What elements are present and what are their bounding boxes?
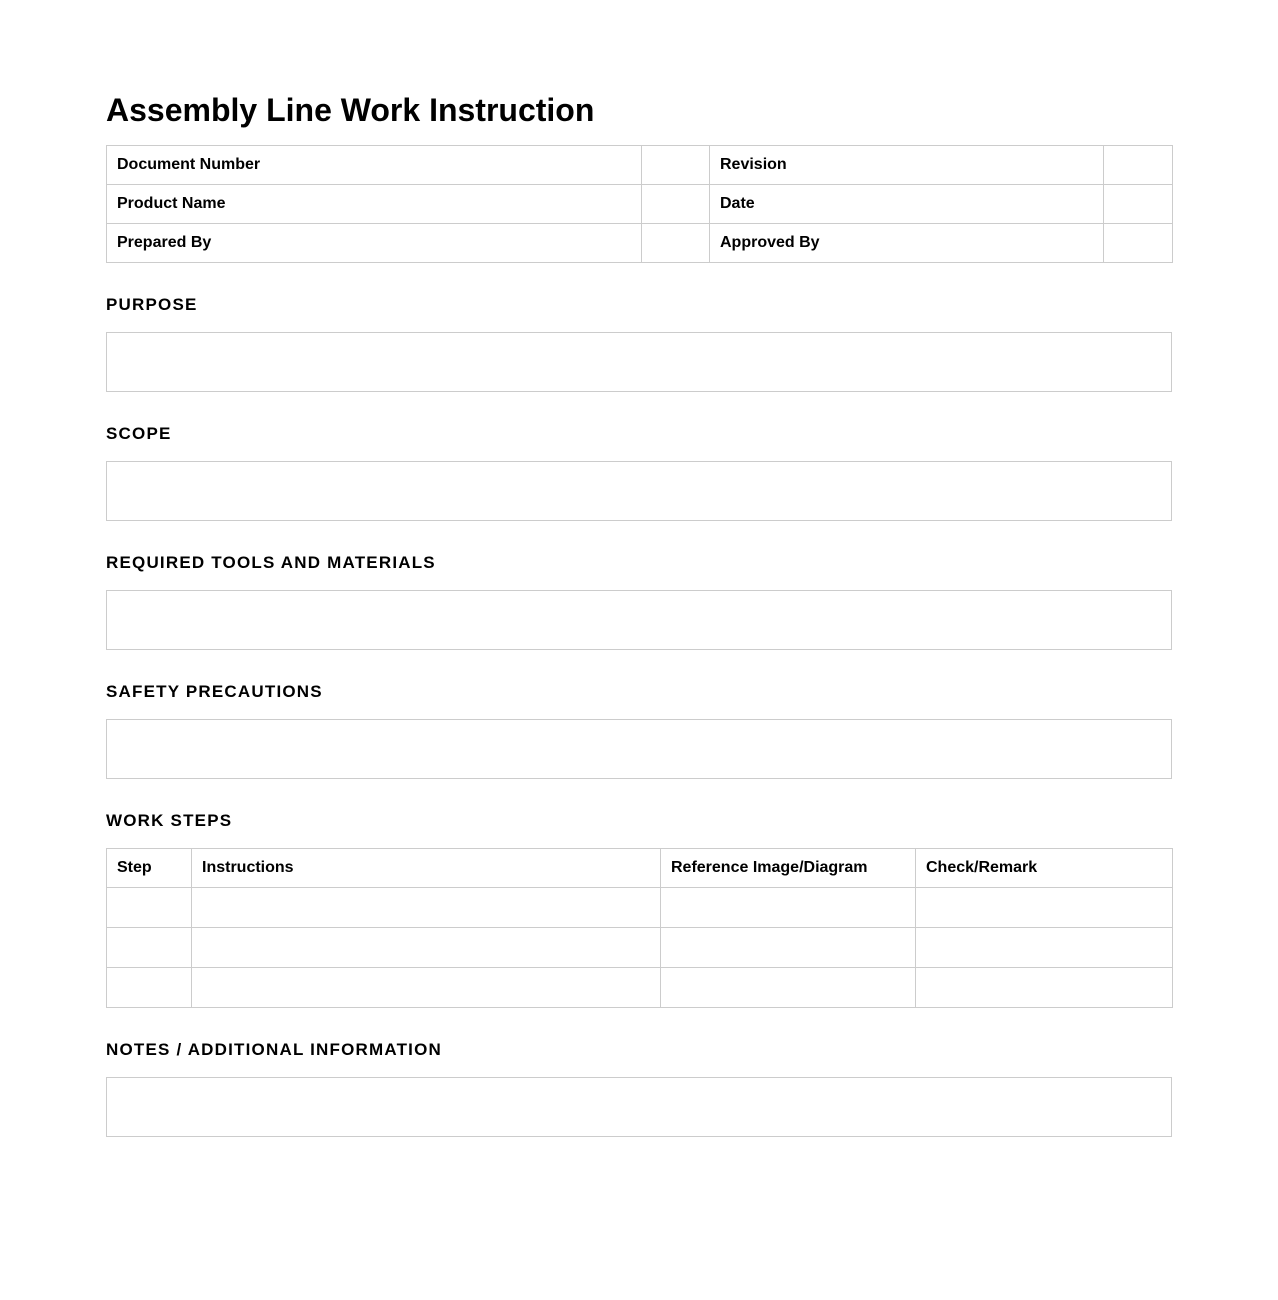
table-row: [107, 146, 1173, 185]
approved-by-label: Approved By: [710, 224, 1104, 263]
date-field[interactable]: [1104, 185, 1173, 224]
approved-by-field[interactable]: [1104, 224, 1173, 263]
notes-heading: NOTES / ADDITIONAL INFORMATION: [106, 1040, 443, 1059]
safety-heading: SAFETY PRECAUTIONS: [106, 682, 323, 701]
reference-cell[interactable]: [661, 968, 916, 1008]
document-info-table: [106, 145, 1173, 263]
check-cell[interactable]: [916, 928, 1173, 968]
table-row: [107, 888, 1173, 928]
step-cell[interactable]: [107, 968, 192, 1008]
tools-field[interactable]: [106, 590, 1172, 650]
column-header-reference: Reference Image/Diagram: [661, 849, 916, 888]
table-header-row: [107, 849, 1173, 888]
notes-field[interactable]: [106, 1077, 1172, 1137]
step-cell[interactable]: [107, 928, 192, 968]
document-number-field[interactable]: [642, 146, 710, 185]
instructions-cell[interactable]: [192, 888, 661, 928]
date-label: Date: [710, 185, 1104, 224]
instructions-cell[interactable]: [192, 928, 661, 968]
page-title: Assembly Line Work Instruction: [106, 92, 595, 128]
revision-field[interactable]: [1104, 146, 1173, 185]
product-name-label: Product Name: [107, 185, 642, 224]
revision-label: Revision: [710, 146, 1104, 185]
safety-field[interactable]: [106, 719, 1172, 779]
prepared-by-field[interactable]: [642, 224, 710, 263]
step-cell[interactable]: [107, 888, 192, 928]
scope-heading: SCOPE: [106, 424, 172, 443]
work-steps-table: [106, 848, 1173, 1008]
column-header-instructions: Instructions: [192, 849, 661, 888]
prepared-by-label: Prepared By: [107, 224, 642, 263]
work-steps-heading: WORK STEPS: [106, 811, 233, 830]
column-header-check: Check/Remark: [916, 849, 1173, 888]
tools-heading: REQUIRED TOOLS AND MATERIALS: [106, 553, 436, 572]
purpose-heading: PURPOSE: [106, 295, 198, 314]
reference-cell[interactable]: [661, 888, 916, 928]
product-name-field[interactable]: [642, 185, 710, 224]
column-header-step: Step: [107, 849, 192, 888]
purpose-field[interactable]: [106, 332, 1172, 392]
document-number-label: Document Number: [107, 146, 642, 185]
table-row: [107, 928, 1173, 968]
reference-cell[interactable]: [661, 928, 916, 968]
scope-field[interactable]: [106, 461, 1172, 521]
table-row: [107, 185, 1173, 224]
table-row: [107, 968, 1173, 1008]
instructions-cell[interactable]: [192, 968, 661, 1008]
check-cell[interactable]: [916, 888, 1173, 928]
table-row: [107, 224, 1173, 263]
check-cell[interactable]: [916, 968, 1173, 1008]
